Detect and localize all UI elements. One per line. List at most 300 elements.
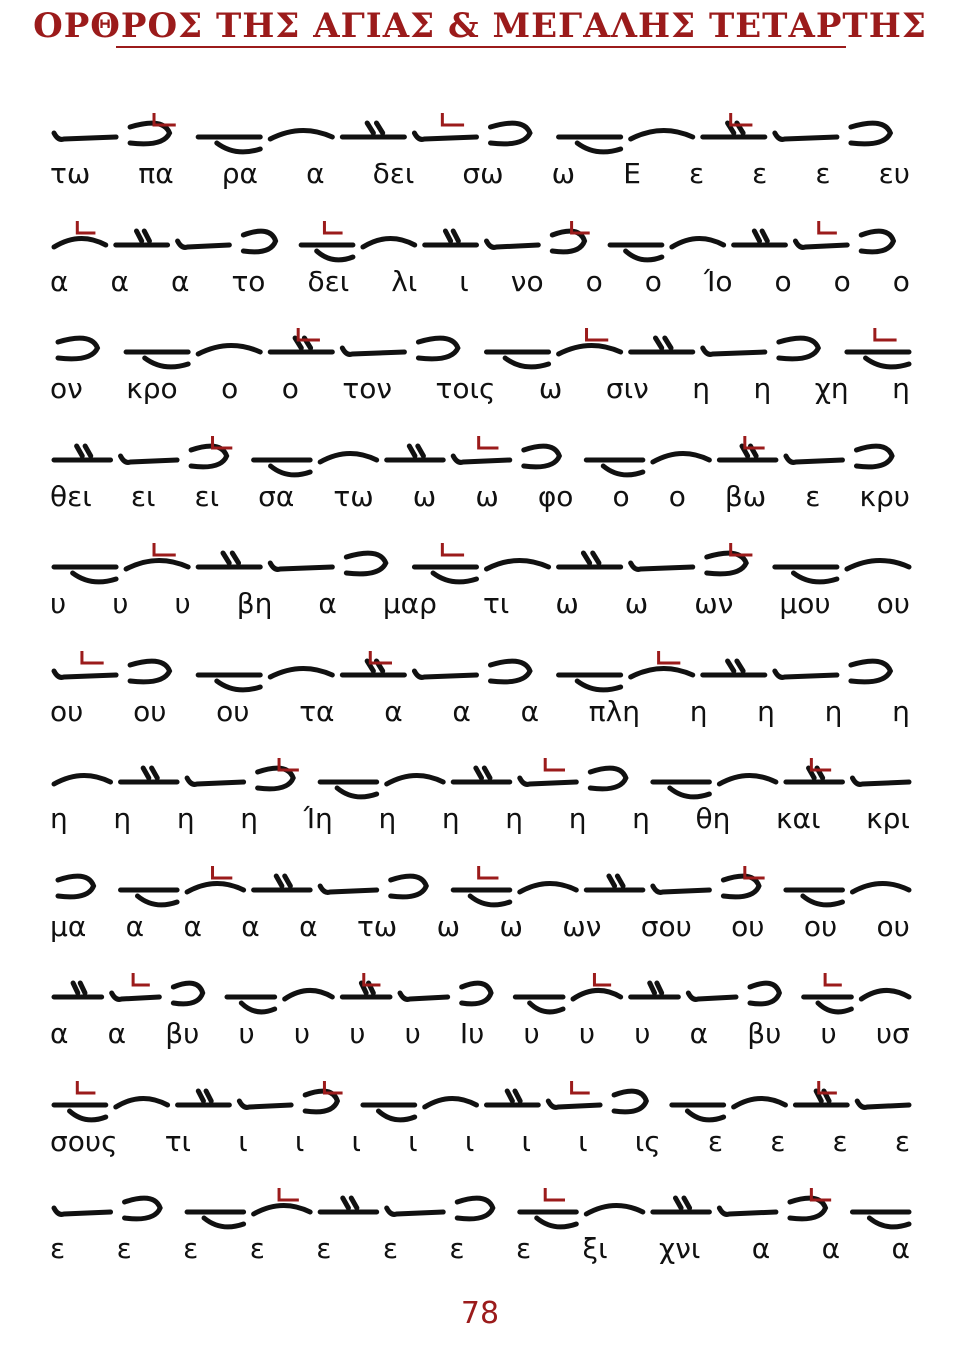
neume — [487, 1091, 539, 1105]
syllable: α — [306, 157, 325, 190]
neume — [590, 768, 626, 789]
neume — [795, 241, 847, 247]
rhythm-sign — [279, 1188, 299, 1200]
syllable: φο — [537, 479, 574, 513]
syllable: ο — [644, 264, 662, 298]
syllable: ε — [316, 1232, 332, 1265]
neume — [320, 1198, 377, 1212]
syllable: υσ — [875, 1017, 910, 1050]
neume — [614, 1091, 646, 1112]
neume — [198, 553, 260, 567]
neume — [425, 1098, 477, 1107]
neume — [227, 997, 275, 1012]
neume — [58, 338, 97, 359]
syllable: ε — [688, 157, 705, 190]
neume — [121, 768, 178, 782]
neume — [254, 460, 311, 475]
neume-notation — [50, 748, 915, 808]
syllable: η — [892, 694, 910, 728]
rhythm-sign — [479, 866, 499, 878]
syllable: α — [183, 909, 202, 943]
neume — [453, 768, 510, 782]
lyrics-line — [50, 587, 910, 623]
syllable: η — [240, 802, 258, 835]
syllable: α — [50, 264, 69, 298]
score-line — [0, 203, 960, 311]
syllable: ει — [194, 479, 220, 513]
syllable: ον — [50, 372, 83, 405]
syllable: η — [441, 802, 460, 835]
syllable: α — [751, 1232, 771, 1265]
neume-notation — [50, 856, 915, 916]
neume — [672, 238, 724, 247]
syllable: ι — [521, 1124, 531, 1158]
lyrics-line — [50, 695, 910, 731]
syllable: σω — [462, 157, 504, 190]
neume — [734, 1098, 786, 1107]
neume — [54, 1105, 106, 1120]
rhythm-sign — [324, 221, 342, 233]
neume — [734, 231, 786, 245]
neume — [453, 890, 510, 905]
syllable: ε — [815, 157, 831, 190]
syllable: το — [231, 264, 266, 298]
syllable: υ — [578, 1017, 596, 1050]
neume — [487, 352, 549, 367]
neume — [487, 241, 539, 247]
syllable: ου — [803, 909, 838, 943]
syllable: α — [125, 909, 145, 943]
syllable: τον — [342, 372, 393, 405]
neume-notation — [50, 318, 915, 378]
syllable: ου — [876, 587, 910, 620]
neume — [54, 983, 102, 997]
neume — [573, 990, 621, 999]
neume — [243, 231, 275, 252]
neume-notation — [50, 1178, 915, 1238]
neume — [631, 563, 693, 569]
syllable: ο — [221, 372, 239, 405]
neume — [54, 446, 111, 460]
syllable: ο — [612, 479, 630, 513]
neume — [126, 560, 188, 569]
neume — [400, 993, 448, 999]
neume — [125, 1198, 161, 1219]
title-underline — [116, 46, 846, 48]
syllable: μου — [779, 587, 831, 620]
neume — [586, 1205, 643, 1214]
neume — [857, 1101, 909, 1107]
neume — [559, 345, 621, 354]
syllable: υ — [174, 587, 191, 620]
rhythm-sign — [875, 328, 897, 340]
rhythm-sign — [154, 543, 176, 555]
neume — [520, 883, 577, 892]
lyrics-line — [50, 157, 910, 193]
rhythm-sign — [77, 221, 95, 233]
neume — [515, 997, 563, 1012]
neume — [491, 123, 530, 144]
neume — [270, 668, 332, 677]
rhythm-sign — [819, 221, 837, 233]
neume — [775, 133, 837, 139]
rhythm-sign — [825, 973, 842, 985]
page-title: ΟΡΘΡΟΣ ΤΗΣ ΑΓΙΑΣ & ΜΕΓΑΛΗΣ ΤΕΤΑΡΤΗΣ — [33, 6, 927, 46]
neume-notation — [50, 641, 915, 701]
syllable: υ — [238, 1017, 255, 1050]
syllable: ο — [668, 479, 686, 513]
syllable: τω — [333, 479, 374, 513]
neume — [414, 133, 476, 139]
syllable: ε — [805, 479, 821, 513]
neume — [719, 1208, 776, 1214]
syllable: α — [299, 909, 318, 943]
syllable: η — [113, 802, 132, 835]
syllable: ι — [294, 1124, 305, 1158]
neume — [414, 567, 476, 582]
syllable: ε — [752, 157, 768, 190]
lyrics-line — [50, 265, 910, 301]
neume — [653, 453, 710, 462]
syllable: μα — [50, 909, 87, 943]
neume — [703, 348, 765, 354]
neume — [786, 890, 843, 905]
score-line — [0, 740, 960, 848]
neume — [775, 671, 837, 677]
neume — [54, 671, 116, 677]
neume — [320, 782, 377, 797]
score-lines — [0, 95, 960, 1278]
neume-notation — [50, 103, 915, 163]
neume — [178, 1091, 230, 1105]
syllable: α — [110, 264, 129, 298]
score-line — [0, 1063, 960, 1171]
syllable: χη — [814, 372, 849, 405]
syllable: πλη — [588, 694, 640, 728]
rhythm-sign — [572, 1081, 590, 1093]
lyrics-line — [50, 372, 910, 408]
neume — [847, 560, 909, 569]
syllable: η — [176, 802, 195, 835]
syllable: υ — [523, 1017, 540, 1050]
syllable: η — [505, 802, 524, 835]
neume — [586, 876, 643, 890]
syllable: ο — [774, 264, 792, 298]
neume — [775, 567, 837, 582]
rhythm-sign — [545, 1188, 565, 1200]
syllable: ε — [449, 1232, 465, 1265]
lyrics-line — [50, 910, 910, 946]
neume — [703, 661, 765, 675]
neume — [254, 1205, 311, 1214]
syllable: ι — [578, 1124, 588, 1158]
syllable: α — [170, 264, 190, 298]
syllable: υ — [404, 1017, 421, 1050]
syllable: βη — [236, 587, 273, 620]
syllable: ου — [133, 694, 167, 728]
neume — [363, 238, 415, 247]
neume — [320, 453, 377, 462]
neume — [786, 456, 843, 462]
neume — [453, 456, 510, 462]
syllable: κρο — [126, 372, 178, 405]
neume — [653, 1198, 710, 1212]
syllable: ων — [694, 587, 734, 620]
neume — [54, 238, 106, 247]
neume — [804, 997, 852, 1012]
neume — [54, 1208, 111, 1214]
syllable: α — [520, 694, 540, 728]
syllable: χνι — [659, 1232, 701, 1265]
neume — [861, 990, 909, 999]
syllable: Ίη — [303, 802, 333, 835]
syllable: ο — [833, 264, 851, 298]
syllable: η — [568, 802, 587, 835]
syllable: ω — [551, 157, 576, 190]
neume — [187, 883, 244, 892]
syllable: ε — [116, 1232, 132, 1265]
neume-notation — [50, 426, 915, 486]
rhythm-sign — [479, 436, 499, 448]
neume — [852, 1212, 909, 1227]
neume — [425, 231, 477, 245]
neume — [631, 130, 693, 139]
rhythm-sign — [811, 758, 831, 770]
neume — [719, 775, 776, 784]
lyrics-line — [50, 1232, 910, 1268]
neume — [672, 1105, 724, 1120]
syllable: θει — [50, 479, 92, 513]
syllable: κρυ — [859, 479, 910, 513]
score-line — [0, 310, 960, 418]
syllable: ι — [238, 1124, 248, 1158]
neume — [688, 993, 736, 999]
neume — [779, 338, 818, 359]
neume — [342, 123, 404, 137]
rhythm-sign — [745, 436, 765, 448]
syllable: ω — [555, 587, 579, 620]
syllable: σου — [640, 909, 692, 943]
syllable: ε — [50, 1232, 66, 1265]
syllable: α — [821, 1232, 841, 1265]
syllable: α — [50, 1017, 69, 1050]
syllable: δει — [307, 264, 350, 298]
neume — [524, 446, 560, 467]
rhythm-sign — [133, 973, 150, 985]
neume — [178, 241, 230, 247]
neume — [116, 231, 168, 245]
syllable: α — [318, 587, 337, 620]
syllable: ε — [183, 1232, 199, 1265]
syllable: υ — [634, 1017, 651, 1050]
neume — [491, 661, 530, 682]
neume — [126, 352, 188, 367]
syllable: βυ — [747, 1017, 782, 1050]
syllable: ε — [249, 1232, 265, 1265]
neume — [610, 245, 662, 260]
syllable: η — [689, 694, 708, 728]
page-number: 78 — [460, 1296, 500, 1331]
neume — [187, 778, 244, 784]
syllable: α — [241, 909, 260, 943]
rhythm-sign — [77, 1081, 95, 1093]
syllable: η — [824, 694, 843, 728]
rhythm-sign — [370, 651, 392, 663]
syllable: ο — [585, 264, 603, 298]
neume — [418, 338, 457, 359]
syllable: ω — [412, 479, 437, 513]
syllable: α — [384, 694, 403, 728]
score-line — [0, 418, 960, 526]
syllable: ι — [408, 1124, 418, 1158]
neume — [847, 352, 909, 367]
syllable: ω — [538, 372, 563, 405]
neume — [559, 553, 621, 567]
neume — [548, 1101, 600, 1107]
syllable: θη — [695, 802, 731, 835]
neume — [462, 983, 491, 1004]
syllable: α — [689, 1017, 709, 1050]
neume — [54, 133, 116, 139]
syllable: η — [692, 372, 710, 405]
syllable: ου — [731, 909, 765, 943]
neume — [586, 460, 643, 475]
neume — [559, 137, 621, 152]
syllable: η — [753, 372, 772, 405]
score-line — [0, 95, 960, 203]
neume — [631, 668, 693, 677]
lyrics-line — [50, 480, 910, 516]
syllable: α — [452, 694, 471, 728]
neume — [851, 661, 890, 682]
neume — [254, 876, 311, 890]
syllable: Ιυ — [459, 1017, 485, 1050]
syllable: ου — [876, 909, 910, 943]
neume — [487, 560, 549, 569]
lyrics-line — [50, 1017, 910, 1053]
syllable: ι — [459, 264, 469, 298]
syllable: ε — [832, 1124, 848, 1158]
syllable: ε — [770, 1124, 786, 1158]
neume — [320, 886, 377, 892]
neume — [301, 245, 353, 260]
syllable: ων — [562, 909, 602, 943]
score-line — [0, 525, 960, 633]
neume — [631, 983, 679, 997]
syllable: τω — [50, 157, 91, 190]
syllable: η — [892, 372, 910, 405]
neume — [457, 1198, 493, 1219]
syllable: ε — [382, 1232, 398, 1265]
neume — [270, 563, 332, 569]
neume-notation — [50, 533, 915, 593]
rhythm-sign — [442, 543, 464, 555]
syllable: η — [378, 802, 397, 835]
neume — [631, 338, 693, 352]
lyrics-line — [50, 1125, 910, 1161]
syllable: νο — [510, 264, 544, 298]
score-line — [0, 848, 960, 956]
syllable: ε — [894, 1124, 910, 1158]
syllable: ου — [216, 694, 250, 728]
syllable: ω — [475, 479, 499, 513]
neume — [852, 778, 909, 784]
neume — [198, 675, 260, 690]
neume — [121, 890, 178, 905]
lyrics-line — [50, 802, 910, 838]
syllable: α — [891, 1232, 910, 1265]
rhythm-sign — [731, 113, 753, 125]
syllable: σα — [258, 479, 295, 513]
syllable: σιν — [605, 372, 649, 405]
syllable: ο — [892, 264, 910, 298]
neume — [116, 1098, 168, 1107]
syllable: ευ — [878, 157, 910, 190]
neume-notation — [50, 1071, 915, 1131]
syllable: βω — [724, 479, 767, 513]
syllable: τι — [164, 1124, 192, 1158]
neume — [121, 456, 178, 462]
neume-notation — [50, 963, 915, 1023]
score-line — [0, 1170, 960, 1278]
neume — [346, 553, 385, 574]
rhythm-sign — [545, 758, 565, 770]
neume — [58, 876, 94, 897]
syllable: υ — [50, 587, 67, 620]
neume — [173, 983, 202, 1004]
rhythm-sign — [213, 866, 233, 878]
syllable: βυ — [165, 1017, 200, 1050]
neume — [861, 231, 893, 252]
neume-notation — [50, 211, 915, 271]
neume — [750, 983, 779, 1004]
neume — [653, 782, 710, 797]
syllable: υ — [820, 1017, 837, 1050]
syllable: ω — [499, 909, 523, 943]
syllable: ε — [707, 1124, 724, 1158]
score-line — [0, 633, 960, 741]
rhythm-sign — [587, 328, 609, 340]
neume — [363, 1105, 415, 1120]
syllable: ω — [624, 587, 649, 620]
rhythm-sign — [298, 328, 320, 340]
neume — [130, 661, 169, 682]
syllable: ξι — [582, 1232, 608, 1265]
syllable: ι — [351, 1124, 361, 1158]
neume — [387, 775, 444, 784]
syllable: τα — [299, 694, 335, 728]
syllable: πα — [138, 157, 174, 190]
syllable: ου — [50, 694, 84, 728]
syllable: α — [107, 1017, 127, 1050]
neume — [198, 345, 260, 354]
neume — [520, 1212, 577, 1227]
neume — [852, 883, 909, 892]
syllable: ι — [464, 1124, 475, 1158]
syllable: Ίο — [703, 264, 733, 298]
syllable: τι — [482, 587, 510, 620]
syllable: ε — [515, 1232, 532, 1265]
syllable: μαρ — [382, 587, 437, 620]
neume — [520, 778, 577, 784]
syllable: η — [50, 802, 68, 835]
neume — [387, 446, 444, 460]
neume — [54, 775, 111, 784]
syllable: υ — [293, 1017, 311, 1050]
neume — [387, 1208, 444, 1214]
neume — [559, 675, 621, 690]
neume — [653, 886, 710, 892]
